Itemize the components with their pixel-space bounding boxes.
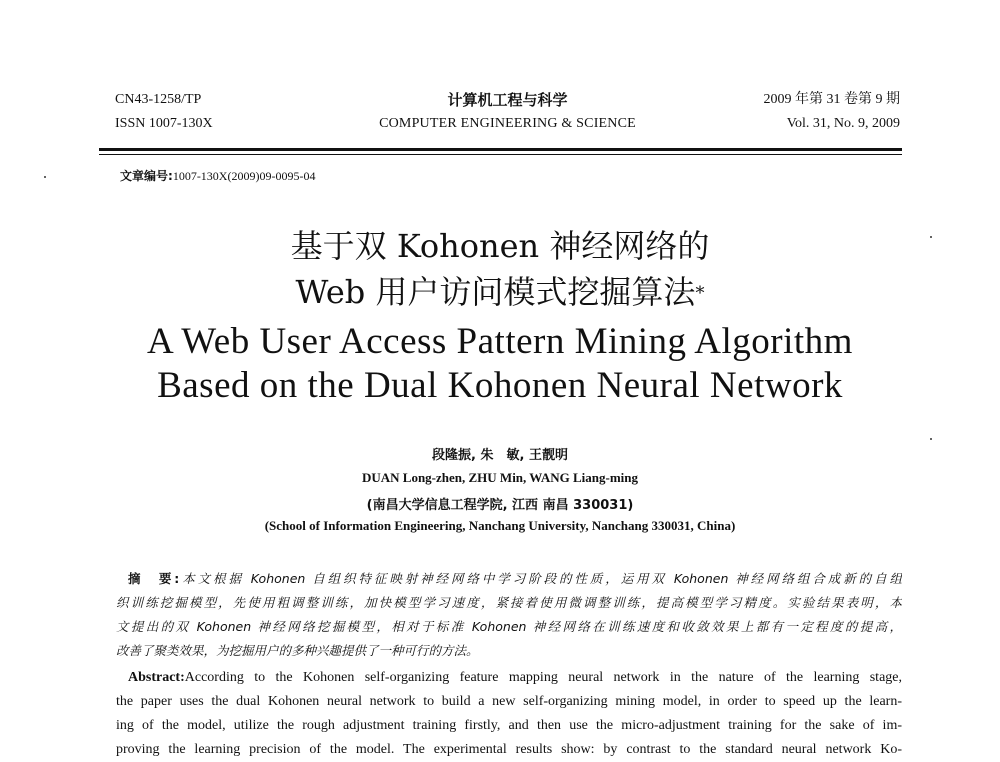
scan-speck	[930, 438, 932, 440]
article-number-value: 1007-130X(2009)09-0095-04	[172, 169, 316, 183]
journal-header	[115, 88, 900, 138]
authors-cn: 段隆振, 朱 敏, 王靓明	[432, 448, 568, 463]
abstract-cn-line: 织训练挖掘模型，先使用粗调整训练，加快模型学习速度，紧接着使用微调整训练，提高模型学习精度。实验结果表明，本	[116, 595, 902, 610]
affiliation-en: (School of Information Engineering, Nanchang University, Nanchang 330031, China)	[264, 518, 736, 533]
abstract-en-line: Abstract:According to the Kohonen self-organizing feature mapping neural network in the nature of the learning stage,	[128, 670, 902, 685]
title-cn-line2	[0, 270, 1000, 314]
abstract-cn-label: 摘 要:	[128, 571, 180, 586]
scan-speck	[44, 176, 46, 178]
abstract-en-label: Abstract:	[128, 670, 185, 685]
journal-name-en: COMPUTER ENGINEERING & SCIENCE	[379, 116, 636, 131]
title-en-line1: A Web User Access Pattern Mining Algorithm	[147, 321, 853, 362]
issue-info-cn: 2009 年第 31 卷第 9 期	[763, 92, 900, 107]
header-rule-thin	[99, 154, 902, 155]
abstract-cn-line: 摘 要:本文根据 Kohonen 自组织特征映射神经网络中学习阶段的性质，运用双 Kohonen 神经网络组合成新的自组	[128, 571, 902, 586]
journal-name-cn: 计算机工程与科学	[447, 91, 568, 109]
authors-en: DUAN Long-zhen, ZHU Min, WANG Liang-ming	[361, 470, 639, 485]
issue-info	[764, 88, 901, 136]
cn-code: CN43-1258/TP	[115, 92, 202, 107]
abstract-en-line: ing of the model, utilize the rough adjustment training firstly, and then use the micro-adjustment training for the sake of im-	[116, 718, 902, 733]
scan-speck	[930, 236, 932, 238]
title-footnote-mark: *	[695, 283, 705, 304]
abstract-en-line: proving the learning precision of the model. The experimental results show: by contrast to the standard neural network Ko-	[116, 742, 902, 757]
issn-code: ISSN 1007-130X	[115, 116, 213, 131]
abstract-cn	[116, 567, 902, 663]
affiliation-cn: (南昌大学信息工程学院, 江西 南昌 330031)	[366, 498, 634, 513]
article-number	[120, 167, 315, 184]
abstract-en-line: the paper uses the dual Kohonen neural network to build a new self-organizing mining model, in order to speed up the learn-	[116, 694, 902, 709]
title-cn-line1: 基于双 Kohonen 神经网络的	[290, 227, 710, 265]
title-cn-line2-text: Web 用户访问模式挖掘算法	[295, 273, 696, 311]
title-en-line2: Based on the Dual Kohonen Neural Network	[157, 365, 843, 406]
abstract-cn-line: 改善了聚类效果，为挖掘用户的多种兴趣提供了一种可行的方法。	[116, 643, 479, 658]
abstract-en	[116, 666, 902, 762]
issue-info-en: Vol. 31, No. 9, 2009	[786, 116, 900, 131]
article-number-label: 文章编号:	[120, 169, 173, 183]
header-rule-thick	[99, 148, 902, 151]
abstract-cn-line: 文提出的双 Kohonen 神经网络挖掘模型，相对于标准 Kohonen 神经网络在训练速度和收敛效果上都有一定程度的提高，	[116, 619, 902, 634]
